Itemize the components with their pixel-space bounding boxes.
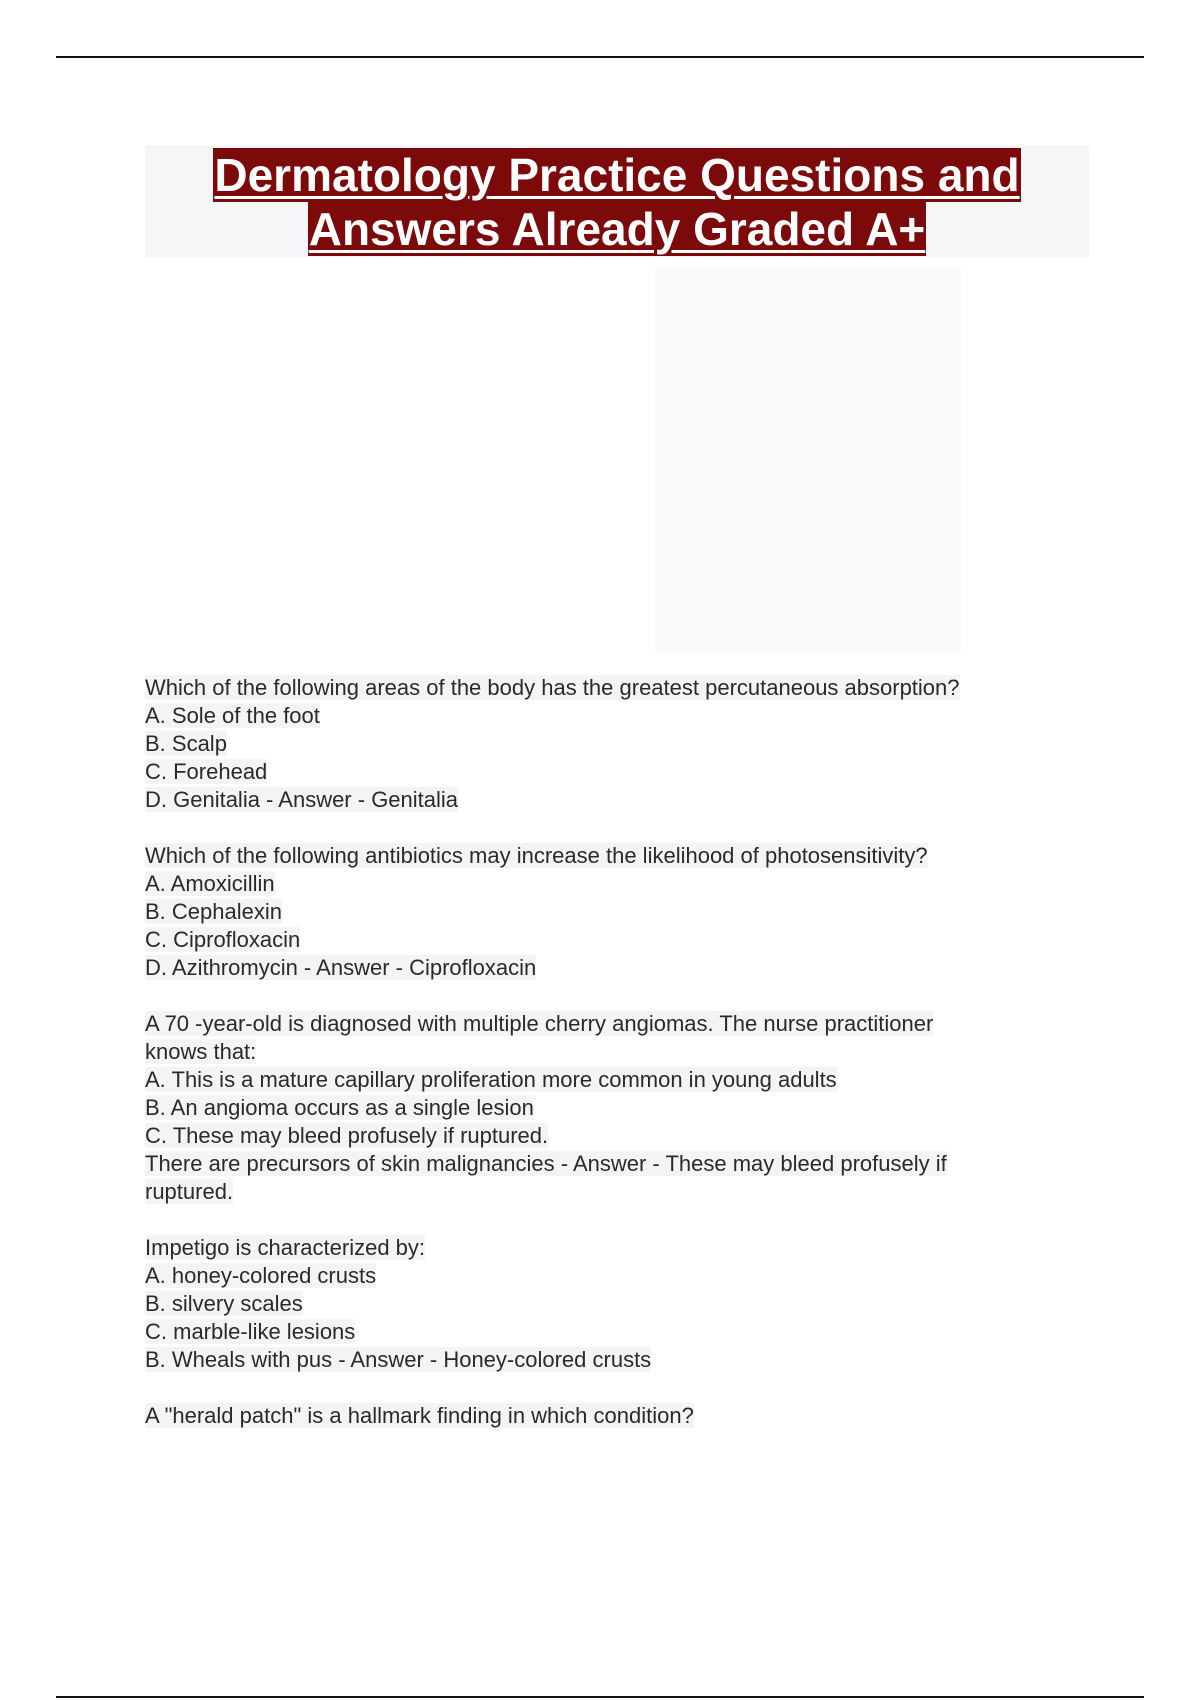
option-b: B. An angioma occurs as a single lesion (145, 1095, 534, 1120)
option-d-answer: D. Genitalia - Answer - Genitalia (145, 787, 459, 812)
question-block-5 (145, 1402, 1045, 1430)
question-text: Which of the following antibiotics may increase the likelihood of photosensitivity? (145, 843, 928, 868)
option-b: B. silvery scales (145, 1291, 303, 1316)
option-d-answer-cont: ruptured. (145, 1179, 234, 1204)
question-text: Which of the following areas of the body has the greatest percutaneous absorption? (145, 675, 960, 700)
question-block-2 (145, 842, 1045, 982)
question-block-3 (145, 1010, 1045, 1206)
question-block-1 (145, 674, 1045, 814)
question-text: A "herald patch" is a hallmark finding in which condition? (145, 1403, 694, 1428)
option-d-answer: D. Azithromycin - Answer - Ciprofloxacin (145, 955, 537, 980)
option-a: A. honey-colored crusts (145, 1263, 377, 1288)
option-b: B. Cephalexin (145, 899, 282, 924)
option-b: B. Scalp (145, 731, 227, 756)
option-a: A. This is a mature capillary proliferation more common in young adults (145, 1067, 837, 1092)
footer-rule (56, 1696, 1144, 1698)
option-d-answer: B. Wheals with pus - Answer - Honey-colored crusts (145, 1347, 652, 1372)
option-d-answer: There are precursors of skin malignancies - Answer - These may bleed profusely if (145, 1151, 947, 1176)
question-text: A 70 -year-old is diagnosed with multiple cherry angiomas. The nurse practitioner (145, 1011, 934, 1036)
option-c: C. Forehead (145, 759, 268, 784)
blank-image-area (655, 268, 961, 652)
document-title (145, 145, 1089, 257)
header-rule (56, 56, 1144, 58)
option-c: C. These may bleed profusely if ruptured. (145, 1123, 549, 1148)
question-block-4 (145, 1234, 1045, 1374)
questions-list (145, 674, 1045, 1458)
option-c: C. Ciprofloxacin (145, 927, 301, 952)
option-a: A. Sole of the foot (145, 703, 320, 728)
title-line-2: Answers Already Graded A+ (308, 203, 926, 255)
title-line-1: Dermatology Practice Questions and (214, 149, 1020, 201)
option-a: A. Amoxicillin (145, 871, 275, 896)
question-text: Impetigo is characterized by: (145, 1235, 426, 1260)
question-text-cont: knows that: (145, 1039, 257, 1064)
option-c: C. marble-like lesions (145, 1319, 356, 1344)
